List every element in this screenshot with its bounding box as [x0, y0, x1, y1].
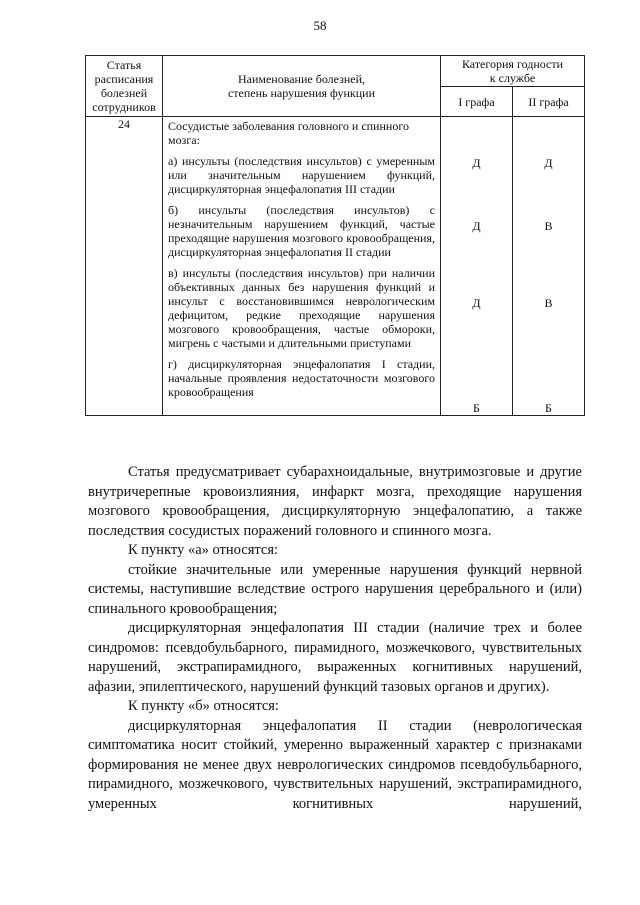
- item-line: функций и инсульт с восстановившимся: [168, 280, 435, 308]
- intro-line: Сосудистые заболевания головного и спинного: [168, 119, 409, 133]
- item-line: с частыми и длительными приступами: [213, 336, 411, 350]
- item-line: наличии объективных данных без нарушения: [168, 266, 435, 294]
- category-i-b: Д: [472, 219, 481, 233]
- item-a: [168, 154, 435, 196]
- text-line: симптоматика носит стойкий, умеренно выраженный характер с: [88, 737, 503, 753]
- category-i-a: Д: [472, 156, 481, 170]
- item-line: неврологическим дефицитом, редкие: [168, 294, 436, 322]
- fitness-category-table: [85, 55, 585, 416]
- category-column-ii: [513, 117, 585, 416]
- text-line: дисциркуляторная энцефалопатия II стадии (неврологическая: [128, 717, 582, 734]
- item-g: [168, 357, 435, 399]
- item-line: функций, дисциркуляторная энцефалопатия: [168, 168, 436, 196]
- item-line: III стадии: [344, 182, 395, 196]
- item-b: [168, 203, 435, 259]
- header-category: [441, 56, 585, 87]
- text-line: и (или) спинального кровообращения;: [88, 581, 582, 617]
- header-column-i: I графа: [441, 87, 513, 117]
- disease-description: [163, 117, 441, 416]
- text-line: признаками формирования не менее двух неврологических синдромов: [88, 737, 582, 773]
- header-article-line: Статья: [106, 58, 142, 72]
- item-v: [168, 266, 435, 350]
- item-line: мозгового кровообращения: [168, 371, 436, 399]
- text-line: и спинного мозга.: [380, 522, 492, 539]
- text-line: системы, наступившие вследствие острого нарушения церебрального: [88, 581, 531, 597]
- header-column-ii: II графа: [513, 87, 585, 117]
- item-line: незначительным нарушением функций, частые: [168, 217, 435, 231]
- intro-line: мозга:: [168, 133, 200, 147]
- header-disease-name: [163, 56, 441, 117]
- text-line: стойкие значительные или умеренные нарушения функций нервной: [128, 561, 582, 578]
- item-line: в) инсульты (последствия инсультов) при: [168, 266, 387, 280]
- header-category-line: Категория годности: [461, 57, 564, 71]
- paragraph-item-b-heading: К пункту «б» относятся:: [128, 698, 279, 714]
- text-line: когнитивных нарушений, афазии, эпилептического, нарушений функций: [88, 659, 583, 695]
- header-article: [86, 56, 163, 117]
- paragraph-overview: [88, 463, 582, 541]
- page-number: 58: [313, 18, 327, 33]
- text-line: нарушений, экстрапирамидного, умеренных когнитивных нарушений,: [88, 776, 582, 812]
- category-ii-g: Б: [545, 401, 552, 415]
- text-line: нарушения мозгового кровообращения, дисциркуляторную: [88, 483, 582, 519]
- text-line: псевдобульбарного, пирамидного, мозжечкового, чувствительных: [88, 756, 583, 792]
- item-line: с умеренным или значительным нарушением: [168, 154, 435, 182]
- paragraph-item-a-heading: К пункту «а» относятся:: [128, 542, 279, 558]
- header-name-line: степень нарушения функции: [227, 86, 376, 100]
- paragraph-item-a-2: [88, 619, 582, 697]
- article-commentary: [88, 463, 582, 814]
- item-line: энцефалопатия II стадии: [264, 245, 391, 259]
- category-ii-v: В: [544, 296, 553, 310]
- item-line: б) инсульты (последствия инсультов) с: [168, 203, 435, 217]
- paragraph-item-b-1: [88, 717, 582, 815]
- header-article-line: расписания: [94, 72, 154, 86]
- category-i-v: Д: [472, 296, 481, 310]
- category-ii-a: Д: [544, 156, 553, 170]
- text-line: тазовых органов и других).: [381, 678, 550, 695]
- category-i-g: Б: [473, 401, 480, 415]
- text-line: Статья предусматривает субарахноидальные, внутримозговые и: [128, 464, 535, 480]
- category-column-i: [441, 117, 513, 416]
- text-line: энцефалопатию, а также последствия сосудистых поражений головного: [88, 503, 583, 539]
- header-category-line: к службе: [489, 71, 536, 85]
- article-number: 24: [86, 117, 163, 416]
- header-article-line: болезней: [100, 86, 148, 100]
- item-line: преходящие нарушения мозгового: [168, 231, 344, 245]
- item-line: г) дисциркуляторная энцефалопатия I стадии,: [168, 357, 435, 371]
- header-name-line: Наименование болезней,: [237, 72, 366, 86]
- item-line: а) инсульты (последствия инсультов): [168, 154, 362, 168]
- item-line: начальные проявления недостаточности: [168, 371, 379, 385]
- item-line: кровообращения, частые обмороки, мигрень: [168, 322, 435, 350]
- category-ii-b: В: [544, 219, 553, 233]
- header-article-line: сотрудников: [92, 100, 156, 114]
- item-line: преходящие нарушения мозгового: [168, 308, 436, 336]
- text-line: дисциркуляторная энцефалопатия III стадии (наличие трех и более: [128, 620, 582, 636]
- item-line: кровообращения, дисциркуляторная: [168, 231, 435, 259]
- text-line: другие внутричерепные кровоизлияния, инфаркт мозга, преходящие: [88, 464, 582, 500]
- paragraph-item-a-1: [88, 561, 582, 620]
- text-line: синдромов: псевдобульбарного, пирамидного, мозжечкового,: [88, 639, 476, 656]
- text-line: чувствительных нарушений, экстрапирамидного, выраженных: [88, 639, 582, 675]
